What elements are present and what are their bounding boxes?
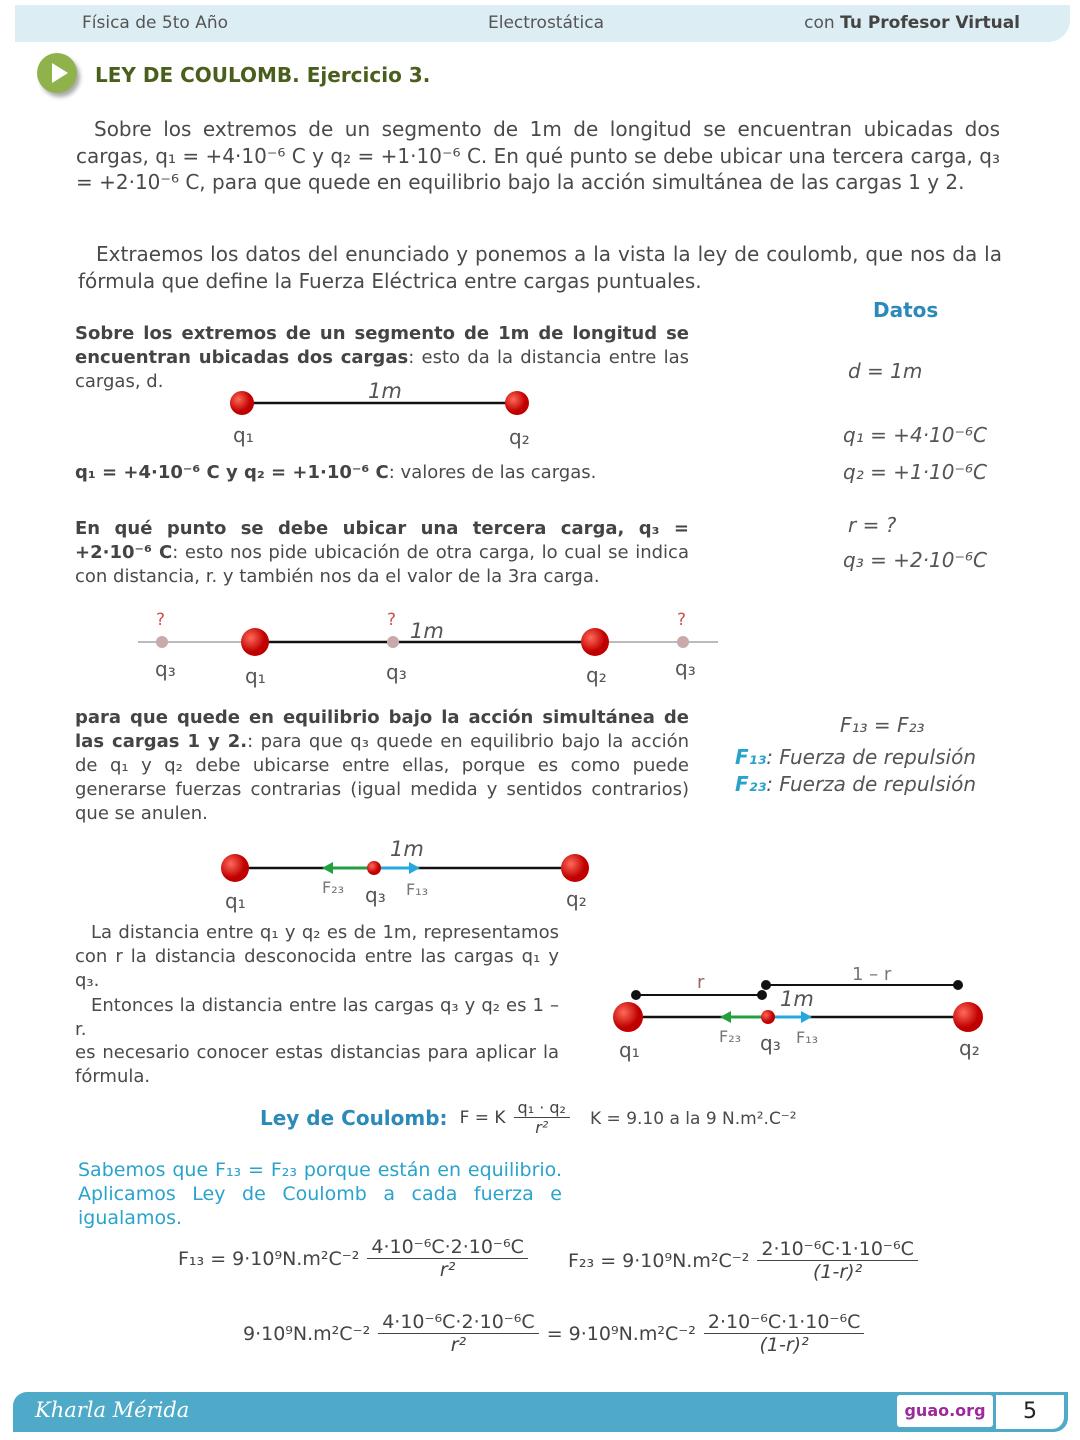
q1-label: q₁: [233, 423, 254, 447]
unknown-mark: ?: [387, 610, 397, 630]
diagram-segment: [230, 379, 530, 449]
eq-denominator: (1-r)²: [813, 1261, 863, 1283]
eq-mid: = 9·10⁹N.m²C⁻²: [546, 1322, 696, 1345]
length-label: 1m: [410, 619, 444, 643]
length-label: 1m: [780, 987, 814, 1011]
charge-q3: [367, 861, 381, 875]
intro-paragraph-1: Sobre los extremos de un segmento de 1m de longitud se encuentran ubicadas dos cargas, q₁ = +4·10⁻⁶ C y q₂ = +1·10⁻⁶ C. En qué punto se debe ubicar una tercera carga, q₃ = +2·10⁻⁶ C, para que quede en equilibrio bajo la acción simultánea de las cargas 1 y 2.: [76, 117, 1000, 194]
eq-lhs: F₁₃ = 9·10⁹N.m²C⁻²: [178, 1247, 360, 1270]
q2-label: q₂: [509, 425, 530, 449]
candidate-q3: [677, 636, 689, 648]
section-bold: para que quede en equilibrio bajo la acción simultánea de las cargas 1 y 2.: [75, 707, 689, 752]
q3-label: q₃: [365, 883, 386, 907]
charge-q1: [230, 391, 254, 415]
unknown-mark: ?: [156, 610, 166, 630]
intro-paragraph-2: Extraemos los datos del enunciado y ponemos a la vista la ley de coulomb, que nos da la fórmula que define la Fuerza Eléctrica entre cargas puntuales.: [78, 242, 1002, 293]
k-constant: K = 9.10 a la 9 N.m².C⁻²: [590, 1109, 797, 1129]
page-number: 5: [996, 1395, 1064, 1429]
charge-q1: [241, 628, 269, 656]
author-name: Kharla Mérida: [35, 1398, 190, 1422]
f13-text: : Fuerza de repulsión: [766, 745, 976, 769]
arrow-f13: [801, 1011, 812, 1023]
distance-text-3: es necesario conocer estas distancias para aplicar la fórmula.: [75, 1042, 559, 1087]
q1-label: q₁: [619, 1038, 640, 1062]
diagram-forces: [221, 837, 589, 913]
q2-label: q₂: [566, 887, 587, 911]
f13-label: F₁₃: [406, 880, 429, 899]
header-topic: Electrostática: [488, 13, 605, 33]
charge-q2: [581, 628, 609, 656]
header-brand: Tu Profesor Virtual: [840, 13, 1020, 33]
equation-f23: [568, 1238, 922, 1283]
distance-text-2: Entonces la distancia entre las cargas q₃ y q₂ es 1 – r.: [75, 995, 559, 1040]
f13-label: F₁₃: [796, 1028, 819, 1047]
coulomb-label: Ley de Coulomb:: [260, 1105, 448, 1130]
header-subject: Física de 5to Año: [82, 13, 228, 33]
sabemos-text: Sabemos que F₁₃ = F₂₃ porque están en equilibrio. Aplicamos Ley de Coulomb a cada fuerza e igualamos.: [78, 1159, 562, 1229]
datos-q2: q₂ = +1·10⁻⁶C: [843, 460, 988, 484]
section-bold: q₁ = +4·10⁻⁶ C y q₂ = +1·10⁻⁶ C: [75, 462, 389, 483]
f23-label: F₂₃: [735, 772, 767, 796]
eq-numerator: 4·10⁻⁶C·2·10⁻⁶C: [367, 1236, 527, 1259]
f23-text: : Fuerza de repulsión: [766, 772, 976, 796]
datos-q1: q₁ = +4·10⁻⁶C: [843, 423, 988, 447]
diagram-positions: [138, 610, 718, 688]
arrow-f13: [409, 862, 420, 874]
footer-bar: [13, 1392, 1068, 1432]
section-text: : valores de las cargas.: [388, 462, 597, 483]
eq-lhs: 9·10⁹N.m²C⁻²: [243, 1322, 371, 1345]
section-bold: Sobre los extremos de un segmento de 1m de longitud se encuentran ubicadas dos cargas: [75, 323, 689, 368]
unknown-mark: ?: [677, 610, 687, 630]
charge-q1: [221, 854, 249, 882]
charge-q2: [505, 391, 529, 415]
section-text: : esto nos pide ubicación de otra carga, lo cual se indica con distancia, r. y también nos da el valor de la 3ra carga.: [75, 542, 689, 587]
eq-denominator: r²: [450, 1334, 467, 1356]
eq-lhs: F₂₃ = 9·10⁹N.m²C⁻²: [568, 1249, 750, 1272]
section-bold: En qué punto se debe ubicar una tercera carga, q₃ = +2·10⁻⁶ C: [75, 518, 689, 563]
eq-numerator: 2·10⁻⁶C·1·10⁻⁶C: [704, 1311, 864, 1334]
charge-q2: [561, 854, 589, 882]
coulomb-denominator: r²: [535, 1118, 549, 1137]
header-brand-prefix: con: [804, 13, 835, 33]
length-label: 1m: [368, 379, 402, 403]
coulomb-law: [260, 1098, 574, 1137]
datos-force-equality: F₁₃ = F₂₃: [840, 713, 925, 737]
q1-label: q₁: [225, 889, 246, 913]
charge-q2: [953, 1002, 983, 1032]
length-label: 1m: [390, 837, 424, 861]
charge-q1: [613, 1002, 643, 1032]
eq-denominator: r²: [439, 1259, 456, 1281]
arrow-f23: [322, 862, 333, 874]
f13-label: F₁₃: [735, 745, 767, 769]
coulomb-numerator: q₁ · q₂: [514, 1098, 570, 1118]
guao-logo[interactable]: guao.org: [897, 1395, 993, 1427]
r-label: r: [697, 972, 705, 993]
f23-label: F₂₃: [322, 878, 345, 897]
page-title: LEY DE COULOMB. Ejercicio 3.: [95, 63, 431, 87]
q3-label: q₃: [155, 657, 176, 681]
candidate-q3: [156, 636, 168, 648]
candidate-q3: [387, 636, 399, 648]
q3-label: q₃: [760, 1031, 781, 1055]
charge-q3: [761, 1010, 775, 1024]
eq-numerator: 2·10⁻⁶C·1·10⁻⁶C: [757, 1238, 917, 1261]
arrow-f23: [720, 1011, 731, 1023]
eq-denominator: (1-r)²: [759, 1334, 809, 1356]
datos-r: r = ?: [848, 513, 897, 537]
q2-label: q₂: [586, 663, 607, 687]
datos-d: d = 1m: [848, 359, 923, 383]
section-text: : para que q₃ quede en equilibrio bajo la acción de q₁ y q₂ debe ubicarse entre ellas, porque es como puede generarse fuerzas contrarias (igual medida y sentidos contrarios) que se anulen.: [75, 731, 690, 824]
one-minus-r-label: 1 – r: [852, 964, 892, 985]
section-text: : esto da la distancia entre las cargas, d.: [75, 347, 689, 392]
datos-q3: q₃ = +2·10⁻⁶C: [843, 548, 988, 572]
q3-label: q₃: [386, 660, 407, 684]
q1-label: q₁: [245, 664, 266, 688]
equation-equality: [243, 1311, 868, 1356]
coulomb-lhs: F = K: [459, 1107, 506, 1128]
q3-label: q₃: [675, 656, 696, 680]
distance-text-1: La distancia entre q₁ y q₂ es de 1m, representamos con r la distancia desconocida entre las cargas q₁ y q₃.: [75, 922, 559, 991]
q2-label: q₂: [959, 1036, 980, 1060]
diagram-distances: [613, 964, 983, 1062]
f23-label: F₂₃: [719, 1027, 742, 1046]
equation-f13: [178, 1236, 532, 1281]
datos-title: Datos: [873, 298, 939, 322]
eq-numerator: 4·10⁻⁶C·2·10⁻⁶C: [378, 1311, 538, 1334]
